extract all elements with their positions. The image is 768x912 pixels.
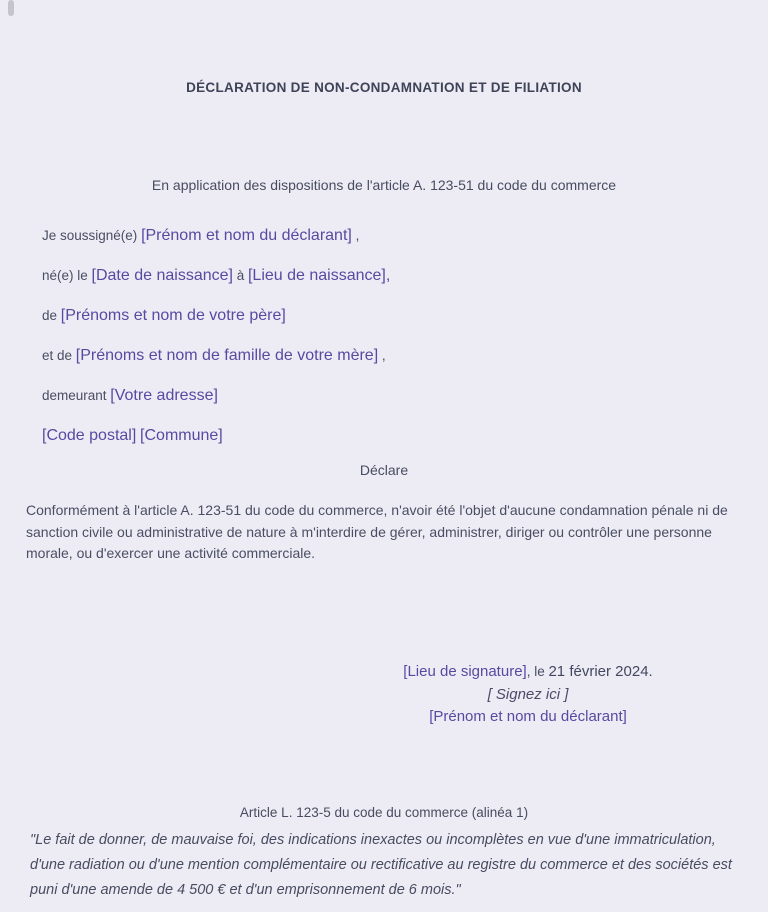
sign-here-line <box>378 684 678 707</box>
document-subtitle: En application des dispositions de l'article A. 123-51 du code du commerce <box>151 177 617 193</box>
birth-connector: à <box>232 268 248 283</box>
mother-line <box>42 346 732 386</box>
father-name-placeholder: [Prénoms et nom de votre père] <box>60 307 286 324</box>
declare-label: Déclare <box>359 462 409 478</box>
birth-line <box>42 266 732 306</box>
signature-date-prefix: , le <box>526 664 549 679</box>
scrollbar-thumb[interactable] <box>8 0 14 16</box>
declarant-name-prefix: Je soussigné(e) <box>42 228 142 243</box>
signature-name-line <box>378 706 678 729</box>
birth-place-placeholder: [Lieu de naissance], <box>247 267 391 284</box>
father-line <box>42 306 732 346</box>
mother-suffix: , <box>378 348 386 363</box>
postal-code-placeholder: [Code postal] <box>42 427 137 444</box>
signature-name-placeholder: [Prénom et nom du déclarant] <box>429 708 627 725</box>
conformity-paragraph: Conformément à l'article A. 123-51 du code du commerce, n'avoir été l'objet d'aucune condamnation pénale ni de sanction civile ou administrative de nature à m'interdire de gérer, administrer, diriger ou contrôler une personne morale, ou d'exercer une activité commerciale. <box>26 502 728 561</box>
father-prefix: de <box>42 308 61 323</box>
sign-here-field[interactable]: [ Signez ici ] <box>487 685 569 703</box>
mother-prefix: et de <box>42 348 76 363</box>
address-placeholder: [Votre adresse] <box>110 387 218 404</box>
birth-prefix: né(e) le <box>42 268 92 283</box>
declarant-name-line <box>42 226 732 266</box>
signature-block <box>378 661 678 729</box>
declarant-name-suffix: , <box>351 228 360 243</box>
signature-place-date-line <box>378 661 678 684</box>
address-line <box>42 386 732 426</box>
article-reference-title: Article L. 123-5 du code du commerce (alinéa 1) <box>239 805 529 820</box>
document-title: DÉCLARATION DE NON-CONDAMNATION ET DE FILIATION <box>186 80 582 95</box>
declarant-identity-section <box>42 226 732 466</box>
mother-name-placeholder: [Prénoms et nom de famille de votre mère] <box>75 347 379 364</box>
signature-place-placeholder: [Lieu de signature] <box>403 663 527 680</box>
article-quote: "Le fait de donner, de mauvaise foi, des indications inexactes ou incomplètes en vue d'une immatriculation, d'une radiation ou d'une mention complémentaire ou rectificative au registre du commerce et des sociétés est puni d'une amende de 4 500 € et d'un emprisonnement de 6 mois." <box>30 832 732 898</box>
signature-date: 21 février 2024. <box>548 663 653 680</box>
commune-placeholder: [Commune] <box>140 427 223 444</box>
city-line <box>42 426 732 466</box>
declarant-name-placeholder: [Prénom et nom du déclarant] <box>141 227 352 244</box>
birth-date-placeholder: [Date de naissance] <box>91 267 233 284</box>
address-prefix: demeurant <box>42 388 111 403</box>
